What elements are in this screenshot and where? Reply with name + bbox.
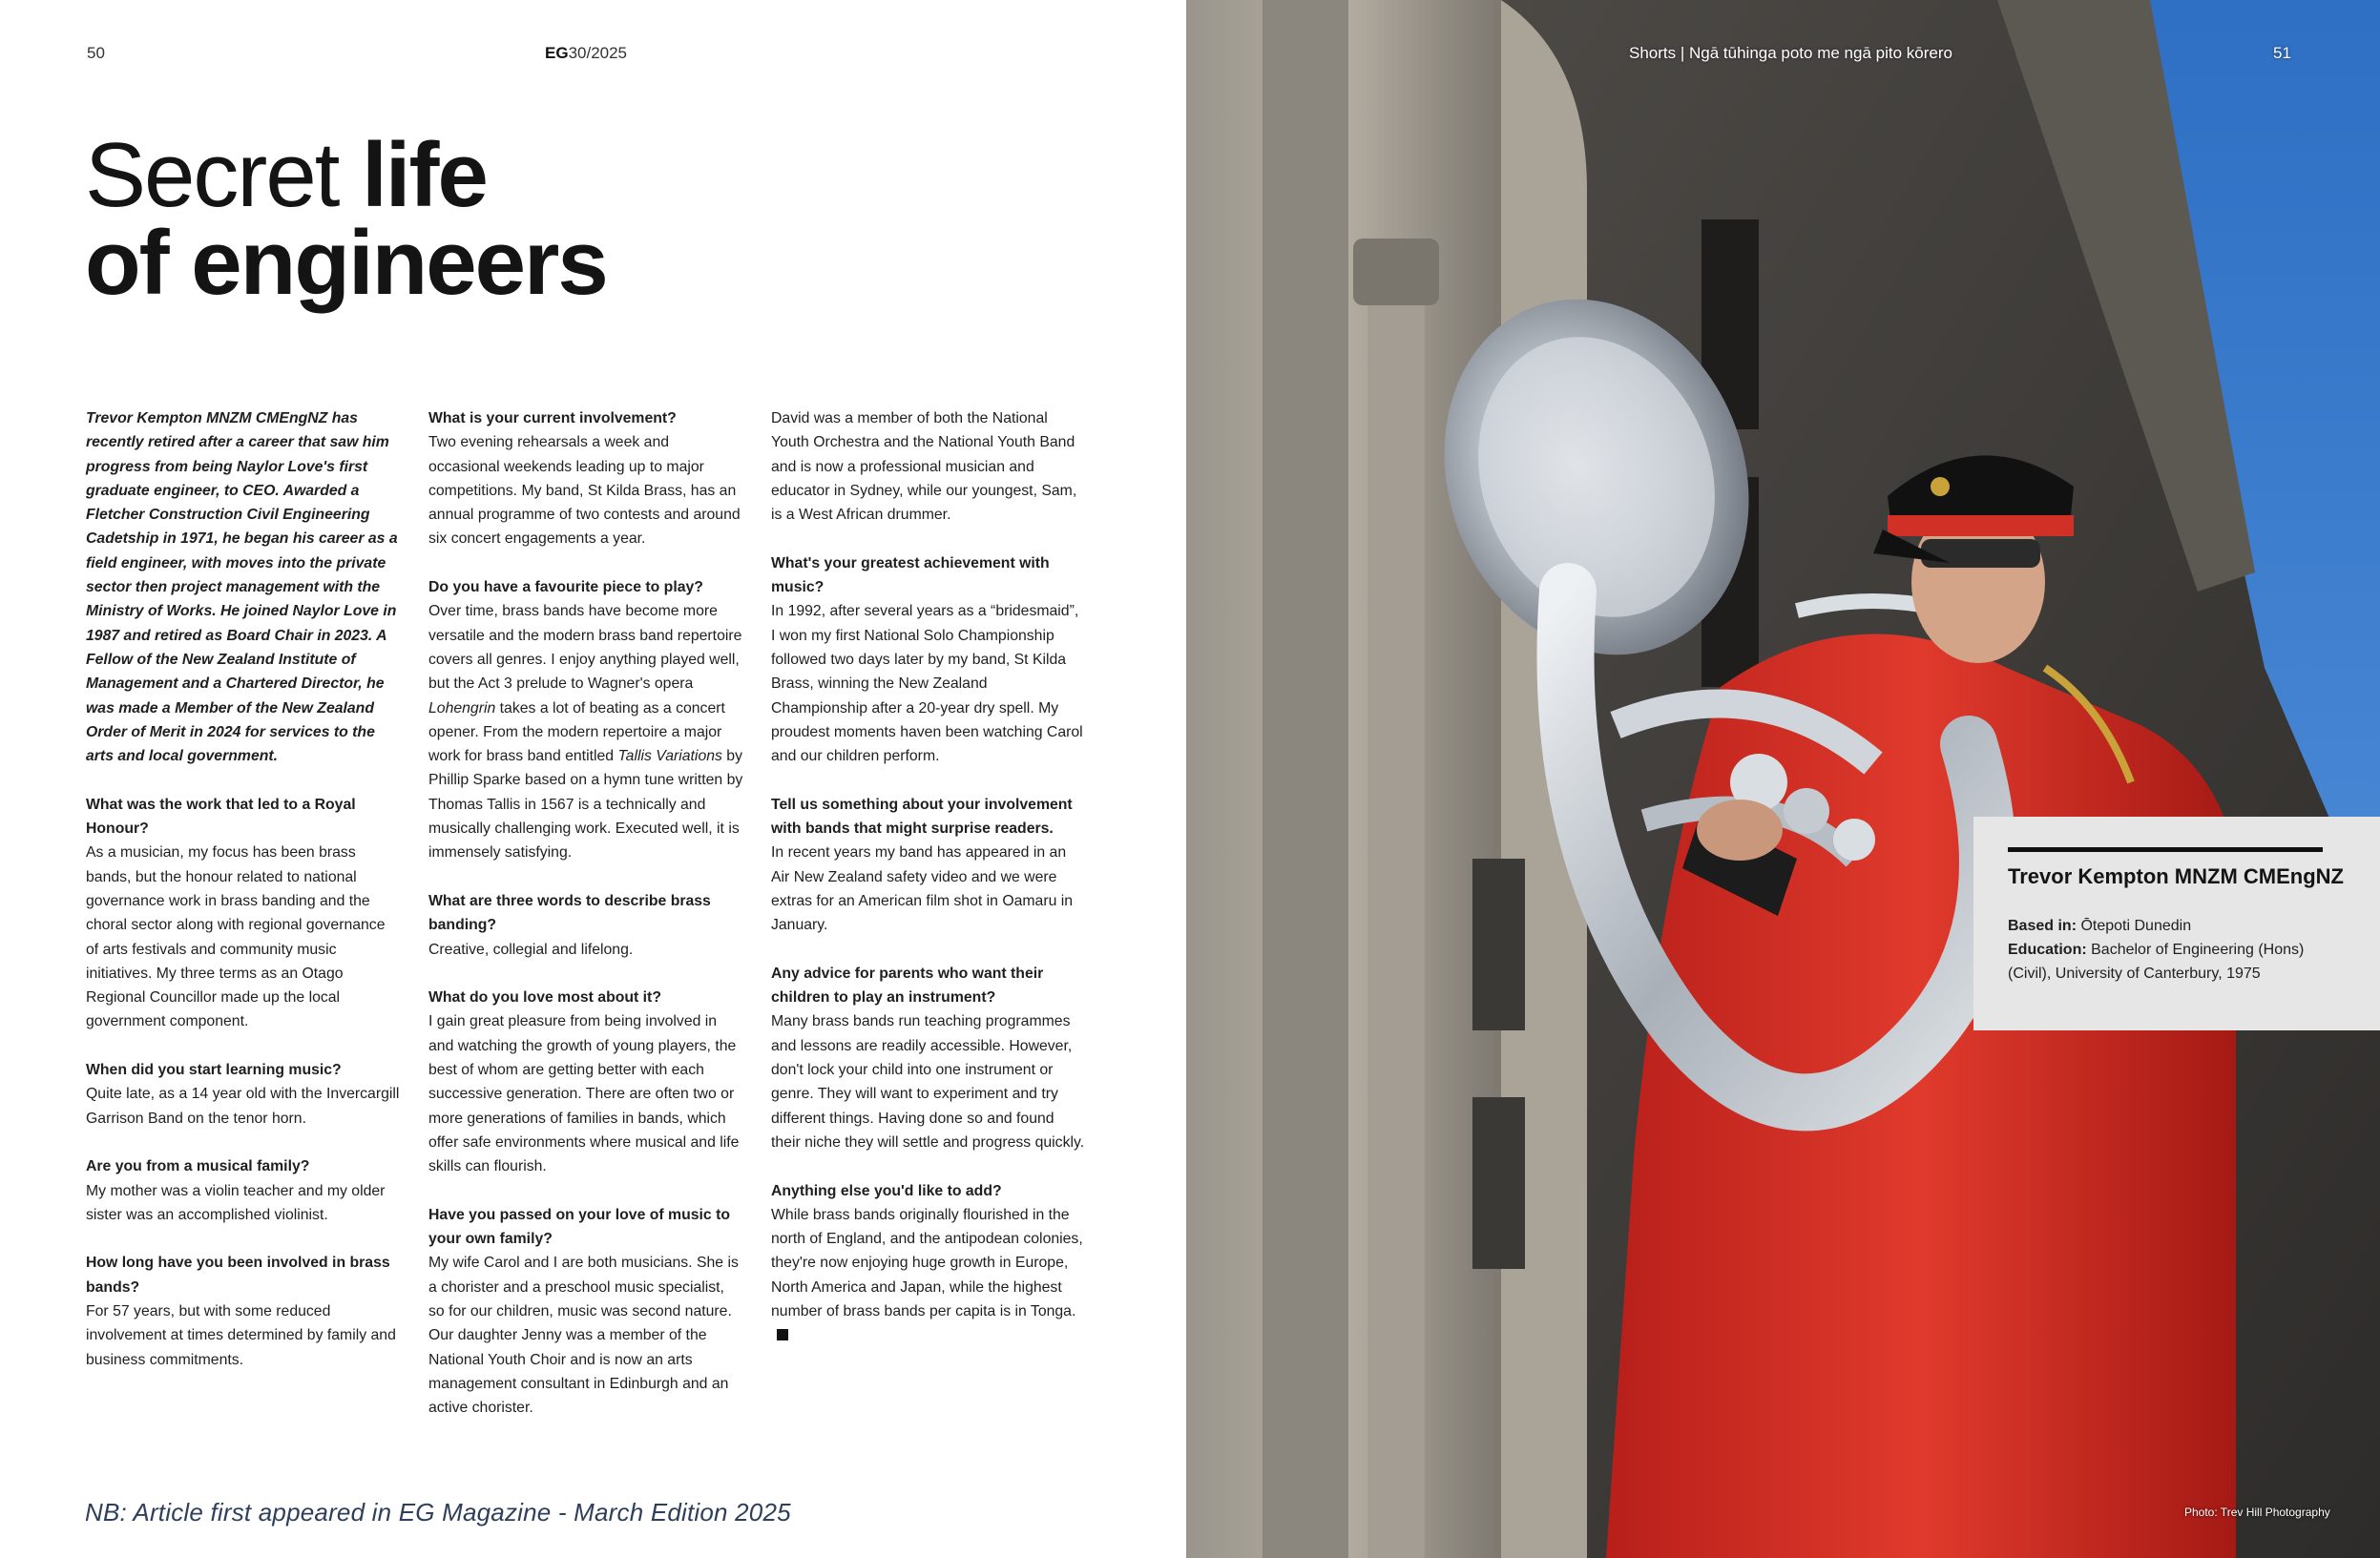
- answer: I gain great pleasure from being involved in and watching the growth of young players, the best of whom are getting better with each successive generation. There are often two or more generations of families in bands, which offer safe environments where musical and life skills can flourish.: [428, 1013, 740, 1175]
- question: What was the work that led to a Royal Honour?: [86, 796, 356, 838]
- end-mark-icon: [777, 1329, 788, 1340]
- footnote: NB: Article first appeared in EG Magazine - March Edition 2025: [85, 1498, 791, 1527]
- qa-block: [86, 1251, 401, 1371]
- question: Tell us something about your involvement with bands that might surprise readers.: [771, 796, 1073, 838]
- question: How long have you been involved in brass bands?: [86, 1255, 390, 1296]
- answer-text: by Phillip Sparke based on a hymn tune written by Thomas Tallis in 1567 is a technically and musically challenging work. Executed well, it is immensely satisfying.: [428, 748, 743, 862]
- qa-block: [771, 793, 1086, 938]
- education-value: Bachelor of Engineering (Hons) (Civil), University of Canterbury, 1975: [2008, 942, 2305, 982]
- profile-name: Trevor Kempton MNZM CMEngNZ: [2008, 864, 2344, 888]
- answer-continuation: David was a member of both the National Youth Orchestra and the National Youth Band and is now a professional musician and educator in Sydney, while our youngest, Sam, is a West African drummer.: [771, 410, 1077, 524]
- work-title: Tallis Variations: [617, 748, 722, 765]
- intro-paragraph: Trevor Kempton MNZM CMEngNZ has recently retired after a career that saw him progress from being Naylor Love's first graduate engineer, to CEO. Awarded a Fletcher Construction Civil Engineering Cadetship in 1971, he began his career as a field engineer, with moves into the private sector then project management with the Ministry of Works. He joined Naylor Love in 1987 and retired as Board Chair in 2023. A Fellow of the New Zealand Institute of Management and a Chartered Director, he was made a Member of the New Zealand Order of Merit in 2024 for services to the arts and local government.: [86, 410, 398, 765]
- question: Are you from a musical family?: [86, 1158, 310, 1175]
- tuba-player-photo: [1186, 0, 2380, 1558]
- issue-number: 30/2025: [568, 44, 628, 62]
- answer-text: takes a lot of beating as a concert opener. From the modern repertoire a major work for brass band entitled: [428, 699, 725, 765]
- answer: [428, 599, 743, 864]
- answer: Creative, collegial and lifelong.: [428, 941, 634, 958]
- article-column-3: [771, 406, 1086, 1348]
- qa-block: [771, 962, 1086, 1154]
- issue-brand: EG: [545, 44, 569, 62]
- qa-block: [428, 406, 743, 551]
- title-bold-2: of engineers: [85, 212, 607, 314]
- page-number: 50: [87, 44, 105, 62]
- page-number: 51: [2273, 44, 2291, 62]
- profile-box: [1973, 817, 2380, 1030]
- answer: Many brass bands run teaching programmes and lessons are readily accessible. However, don't lock your child into one instrument or genre. They will want to experiment and try different things. Having done so and found their niche they will settle and progress quickly.: [771, 1013, 1085, 1151]
- qa-block: [86, 793, 401, 1034]
- title-bold-1: life: [362, 124, 487, 226]
- answer: Two evening rehearsals a week and occasional weekends leading up to major competitions. My band, St Kilda Brass, has an annual programme of two contests and around six concert engagements a year.: [428, 434, 741, 548]
- answer: [771, 1203, 1086, 1348]
- question: Do you have a favourite piece to play?: [428, 579, 703, 596]
- profile-education: [2008, 938, 2351, 986]
- profile-rule: [2008, 847, 2323, 852]
- question: What are three words to describe brass banding?: [428, 892, 711, 934]
- qa-block: [428, 1203, 743, 1421]
- qa-block: [86, 1154, 401, 1227]
- title-light: Secret: [85, 124, 363, 226]
- issue-label: [545, 44, 627, 63]
- answer: In 1992, after several years as a “bridesmaid”, I won my first National Solo Championship followed two days later by my band, St Kilda Brass, winning the New Zealand Championship after a 20-year dry spell. My proudest moments haven been watching Carol and our children perform.: [771, 603, 1083, 765]
- question: Anything else you'd like to add?: [771, 1182, 1002, 1199]
- question: What's your greatest achievement with music?: [771, 554, 1050, 596]
- opera-title: Lohengrin: [428, 699, 496, 717]
- qa-block: [771, 1179, 1086, 1348]
- qa-block: [428, 889, 743, 962]
- qa-block: [428, 575, 743, 865]
- question: What is your current involvement?: [428, 410, 677, 426]
- page-title: [85, 124, 607, 314]
- question: When did you start learning music?: [86, 1062, 342, 1079]
- answer: In recent years my band has appeared in an Air New Zealand safety video and we were extras for an American film shot in Oamaru in January.: [771, 844, 1074, 934]
- question: Have you passed on your love of music to your own family?: [428, 1206, 731, 1248]
- education-label: Education:: [2008, 942, 2087, 958]
- answer-text: While brass bands originally flourished in the north of England, and the antipodean colonies, they're now enjoying huge growth in Europe, North America and Japan, while the highest number of brass bands per capita is in Tonga.: [771, 1206, 1083, 1319]
- answer: My mother was a violin teacher and my older sister was an accomplished violinist.: [86, 1182, 386, 1223]
- answer-text: Over time, brass bands have become more versatile and the modern brass band repertoire covers all genres. I enjoy anything played well, but the Act 3 prelude to Wagner's opera: [428, 603, 742, 693]
- answer: Quite late, as a 14 year old with the Invercargill Garrison Band on the tenor horn.: [86, 1086, 400, 1127]
- article-column-2: [428, 406, 743, 1420]
- answer: For 57 years, but with some reduced involvement at times determined by family and business commitments.: [86, 1302, 396, 1368]
- qa-block: [771, 406, 1086, 527]
- answer: My wife Carol and I are both musicians. She is a chorister and a preschool music specialist, so for our children, music was second nature. Our daughter Jenny was a member of the National Youth Choir and is now an arts management consultant in Edinburgh and an active chorister.: [428, 1255, 739, 1417]
- qa-block: [771, 551, 1086, 769]
- based-value: Ōtepoti Dunedin: [2080, 918, 2192, 934]
- article-column-1: [86, 406, 401, 1372]
- section-header: Shorts | Ngā tūhinga poto me ngā pito kōrero: [1629, 44, 1952, 62]
- left-page: [0, 0, 1186, 1558]
- question: Any advice for parents who want their children to play an instrument?: [771, 965, 1044, 1007]
- profile-based-in: [2008, 914, 2351, 938]
- qa-block: [428, 986, 743, 1178]
- question: What do you love most about it?: [428, 989, 661, 1007]
- right-page: [1186, 0, 2380, 1558]
- based-label: Based in:: [2008, 918, 2077, 934]
- answer: As a musician, my focus has been brass bands, but the honour related to national governance work in brass banding and the choral sector along with regional governance of arts festivals and community music initiatives. My three terms as an Otago Regional Councillor made up the local government component.: [86, 844, 386, 1030]
- qa-block: [86, 1058, 401, 1131]
- photo-credit: Photo: Trev Hill Photography: [2184, 1506, 2330, 1519]
